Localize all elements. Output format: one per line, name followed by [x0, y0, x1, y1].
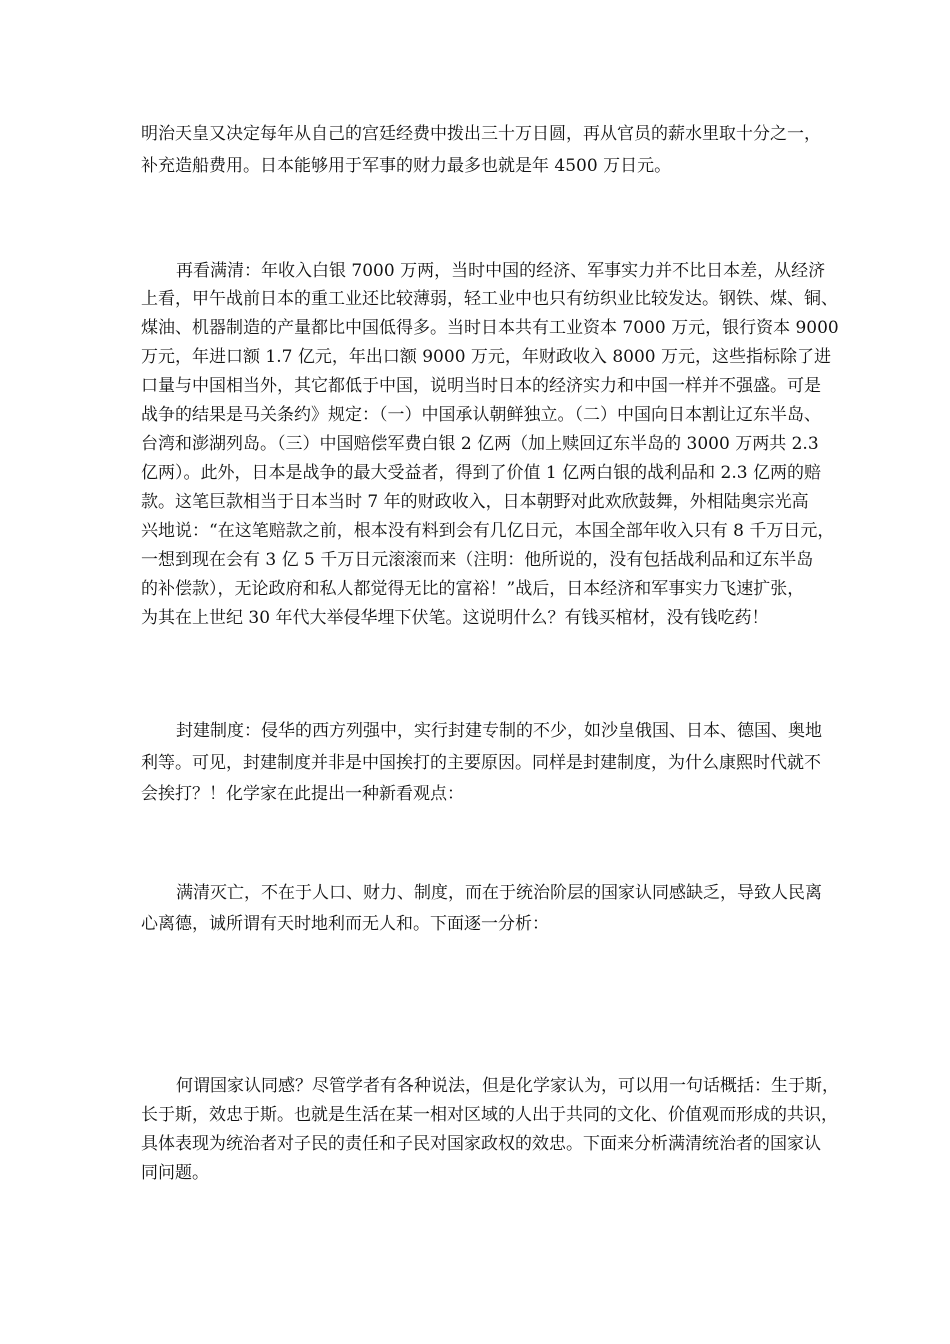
text-line: 为其在上世纪 30 年代大举侵华埋下伏笔。这说明什么？有钱买棺材，没有钱吃药！: [141, 608, 769, 628]
text-line: 明治天皇又决定每年从自己的宫廷经费中拨出三十万日圆，再从官员的薪水里取十分之一，: [141, 124, 821, 144]
text-line: 会挨打？！化学家在此提出一种新看观点：: [141, 784, 464, 804]
text-line: 封建制度：侵华的西方列强中，实行封建专制的不少，如沙皇俄国、日本、德国、奥地: [176, 721, 822, 741]
text-line: 长于斯，效忠于斯。也就是生活在某一相对区域的人出于共同的文化、价值观而形成的共识，: [141, 1105, 838, 1125]
text-line: 利等。可见，封建制度并非是中国挨打的主要原因。同样是封建制度，为什么康熙时代就不: [141, 753, 821, 773]
text-line: 亿两）。此外，日本是战争的最大受益者，得到了价值 1 亿两白银的战利品和 2.3 亿两的赔: [141, 463, 821, 483]
text-line: 款。这笔巨款相当于日本当时 7 年的财政收入，日本朝野对此欢欣鼓舞，外相陆奥宗光高: [141, 492, 809, 512]
text-line: 兴地说：“在这笔赔款之前，根本没有料到会有几亿日元，本国全部年收入只有 8 千万日元，: [141, 521, 835, 541]
text-line: 煤油、机器制造的产量都比中国低得多。当时日本共有工业资本 7000 万元，银行资本 9000: [141, 318, 839, 338]
text-line: 一想到现在会有 3 亿 5 千万日元滚滚而来（注明：他所说的，没有包括战利品和辽东半岛: [141, 550, 814, 570]
text-line: 战争的结果是马关条约》规定：（一）中国承认朝鲜独立。（二）中国向日本割让辽东半岛、: [141, 405, 821, 425]
text-line: 何谓国家认同感？尽管学者有各种说法，但是化学家认为，可以用一句话概括：生于斯，: [176, 1076, 839, 1096]
text-line: 心离德，诚所谓有天时地利而无人和。下面逐一分析：: [141, 914, 549, 934]
text-line: 同问题。: [141, 1163, 209, 1183]
text-line: 补充造船费用。日本能够用于军事的财力最多也就是年 4500 万日元。: [141, 156, 672, 176]
text-line: 上看，甲午战前日本的重工业还比较薄弱，轻工业中也只有纺织业比较发达。钢铁、煤、铜、: [141, 289, 838, 309]
text-line: 的补偿款），无论政府和私人都觉得无比的富裕！”战后，日本经济和军事实力飞速扩张，: [141, 579, 805, 599]
text-line: 口量与中国相当外，其它都低于中国，说明当时日本的经济实力和中国一样并不强盛。可是: [141, 376, 821, 396]
text-line: 满清灭亡，不在于人口、财力、制度，而在于统治阶层的国家认同感缺乏，导致人民离: [176, 883, 822, 903]
text-line: 再看满清：年收入白银 7000 万两，当时中国的经济、军事实力并不比日本差，从经济: [176, 261, 826, 281]
text-line: 具体表现为统治者对子民的责任和子民对国家政权的效忠。下面来分析满清统治者的国家认: [141, 1134, 821, 1154]
text-line: 台湾和澎湖列岛。（三）中国赔偿军费白银 2 亿两（加上赎回辽东半岛的 3000 万两共 2.3: [141, 434, 819, 454]
text-line: 万元，年进口额 1.7 亿元，年出口额 9000 万元，年财政收入 8000 万元，这些指标除了进: [141, 347, 831, 367]
